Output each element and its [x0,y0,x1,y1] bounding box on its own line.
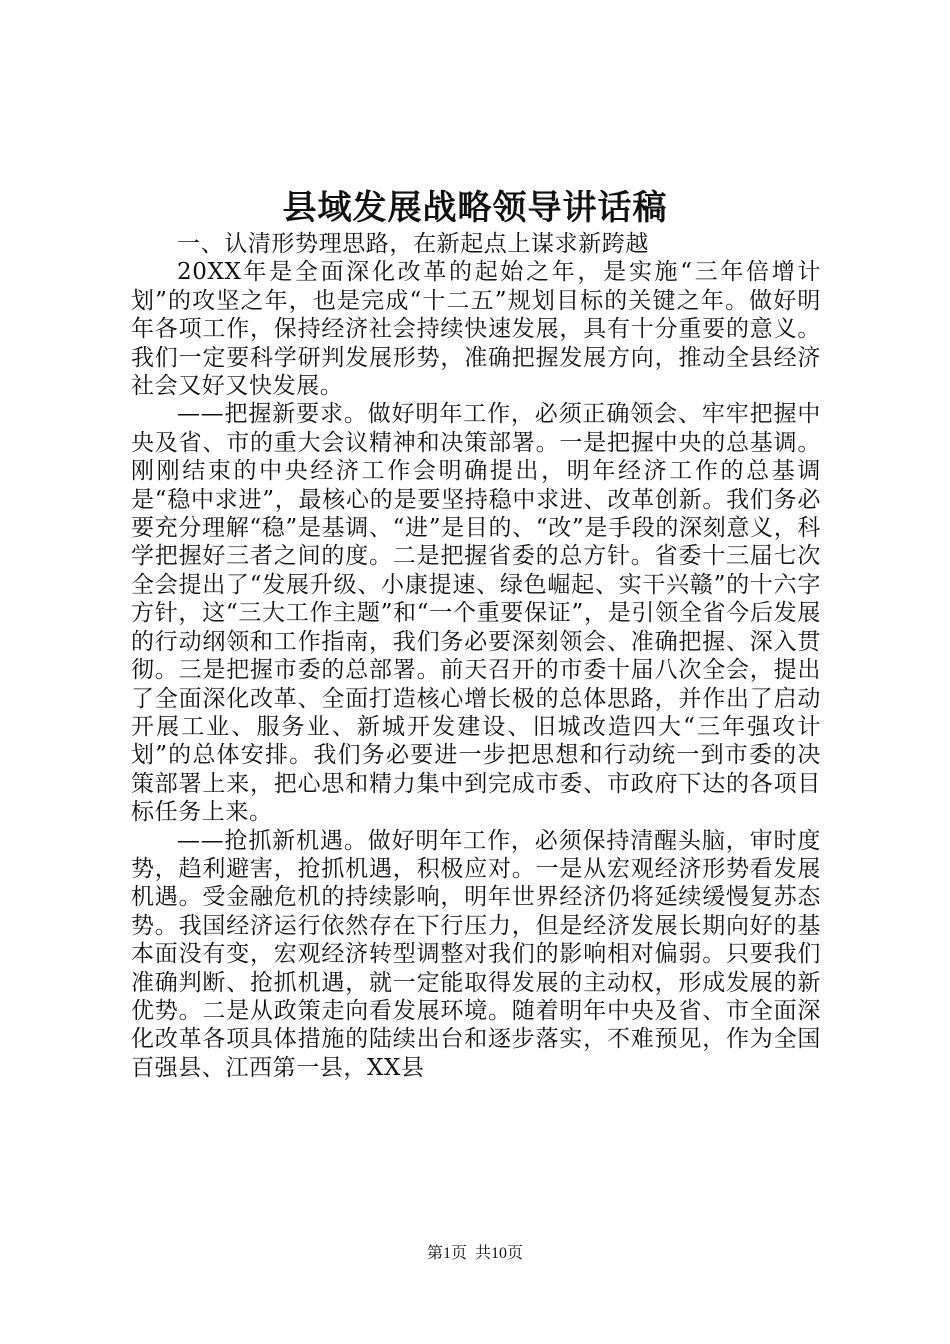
document-title: 县域发展战略领导讲话稿 [282,188,668,228]
body-paragraph: ——把握新要求。做好明年工作，必须正确领会、牢牢把握中央及省、市的重大会议精神和决策部署。一是把握中央的总基调。刚刚结束的中央经济工作会明确提出，明年经济工作的总基调是“稳中求进”，最核心的是要坚持稳中求进、改革创新。我们务必要充分理解“稳”是基调、“进”是目的、“改”是手段的深刻意义，科学把握好三者之间的度。二是把握省委的总方针。省委十三届七次全会提出了“发展升级、小康提速、绿色崛起、实干兴赣”的十六字方针，这“三大工作主题”和“一个重要保证”，是引领全省今后发展的行动纲领和工作指南，我们务必要深刻领会、准确把握、深入贯彻。三是把握市委的总部署。前天召开的市委十届八次全会，提出了全面深化改革、全面打造核心增长极的总体思路，并作出了启动开展工业、服务业、新城开发建设、旧城改造四大“三年强攻计划”的总体安排。我们务必要进一步把思想和行动统一到市委的决策部署上来，把心思和精力集中到完成市委、市政府下达的各项目标任务上来。 [131,401,821,826]
section-heading: 一、认清形势理思路，在新起点上谋求新跨越 [177,231,649,257]
footer-separator [467,1245,475,1262]
document-body [131,230,821,1082]
page-number: 第1页 [426,1245,467,1262]
body-paragraph: ——抢抓新机遇。做好明年工作，必须保持清醒头脑，审时度势，趋利避害，抢抓机遇，积极应对。一是从宏观经济形势看发展机遇。受金融危机的持续影响，明年世界经济仍将延续缓慢复苏态势。我国经济运行依然存在下行压力，但是经济发展长期向好的基本面没有变，宏观经济转型调整对我们的影响相对偏弱。只要我们准确判断、抢抓机遇，就一定能取得发展的主动权，形成发展的新优势。二是从政策走向看发展环境。随着明年中央及省、市全面深化改革各项具体措施的陆续出台和逐步落实，不难预见，作为全国百强县、江西第一县，XX县 [131,827,821,1081]
page-total: 共10页 [475,1245,524,1262]
page-footer [0,1244,950,1264]
body-paragraph: 20XX年是全面深化改革的起始之年，是实施“三年倍增计划”的攻坚之年，也是完成“十二五”规划目标的关键之年。做好明年各项工作，保持经济社会持续快速发展，具有十分重要的意义。我们一定要科学研判发展形势，准确把握发展方向，推动全县经济社会又好又快发展。 [131,259,821,400]
